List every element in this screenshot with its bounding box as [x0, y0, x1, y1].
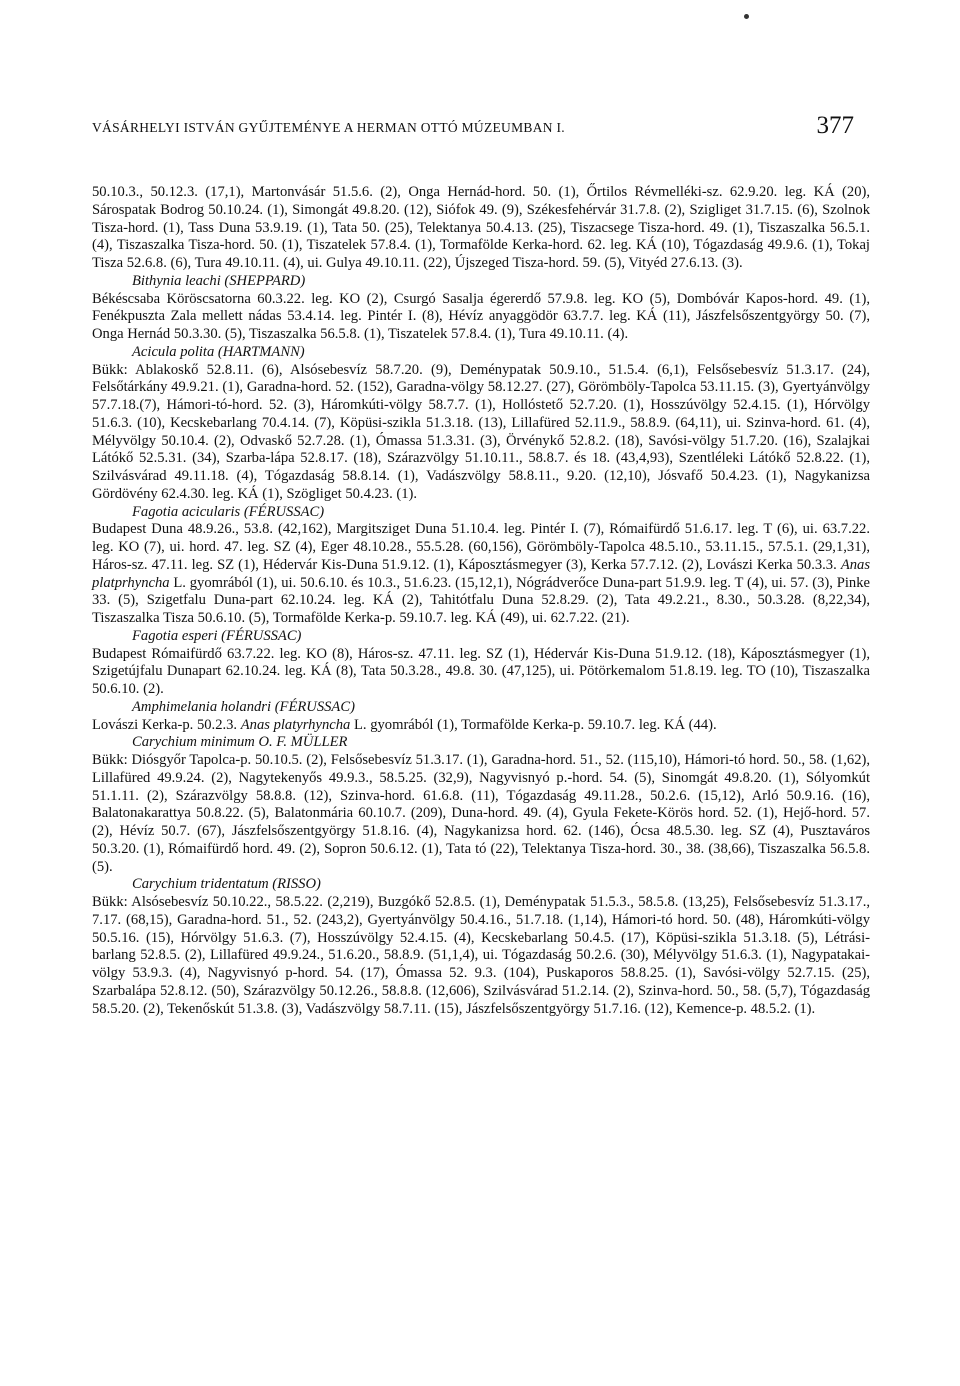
locality-text-tail: L. gyomrából (1), ui. 50.6.10. és 10.3., 51.6.23. (15,12,1), Nógrádverőce Duna-part 51.9.9. leg. T (4), ui. 57. (3), Pinke 33. (5), Szigetfalu Duna-part 62.10.24. leg. KÁ (2), Tahitótfalu Duna 52.8.29. (2), Tata 49.2.21., 8.30., 50.3.28. (8,22,34), Tiszaszalka Tisza 50.6.10. (5), Tormaföldе Kerka-p. 59.10.7. leg. KÁ (49), ui. 62.7.22. (21). — [92, 574, 870, 626]
host-species-name: Anas platyrhyncha — [240, 716, 351, 733]
species-heading: Carychium tridentatum (RISSO) — [132, 876, 321, 893]
page-number: 377 — [816, 112, 854, 139]
species-heading: Amphimelania holandri (FÉRUSSAC) — [132, 698, 355, 715]
locality-paragraph: Bükk: Diósgyőr Tapolca-p. 50.10.5. (2), Felsősebesvíz 51.3.17. (1), Garadna-hord. 51., 52. (115,10), Hámori-tó hord. 50., 58. (1,62), Lillafüred 49.9.24. (2), Nagytekenyős 49.9.3., 58.5.25. (32,9), Nagyvisnyó p.-hord. 54. (5), Sinomgát 49.8.20. (1), Sólyomkút 51.1.11. (2), Szárazvölgy 58.8.8. (12), Szinva-hord. 61.6.8. (11), Tógazdaság 49.11.28., 50.2.6. (15,12), Arló 50.9.16. (16), Balatonakarattya 50.8.22. (5), Balatonmária 60.10.7. (209), Duna-hord. 49. (4), Gyula Fekete-Körös hord. 52. (1), Hejő-hord. 57. (2), Hévíz 50.7. (67), Jászfelsőszentgyörgy 51.8.16. (4), Nagykanizsa hord. 62. (146), Ócsa 48.5.30. leg. SZ (4), Pusztaváros 50.3.20. (1), Rómaifürdő hord. 49. (2), Sopron 50.6.12. (1), Tata tó (22), Telektanya Tisza-hord. 30., 38. (38,66), Tiszaszalka 56.5.8. (5). — [92, 752, 870, 875]
running-title: VÁSÁRHELYI ISTVÁN GYŰJTEMÉNYE A HERMAN OTTÓ MÚZEUMBAN I. — [92, 120, 565, 135]
locality-text: Budapest Duna 48.9.26., 53.8. (42,162), Margitsziget Duna 51.10.4. leg. Pintér I. (7), Rómaifürdő 51.6.17. leg. T (6), ui. 63.7.22. leg. KO (7), ui. hord. 47. leg. SZ (4), Eger 48.10.28., 55.5.28. (60,156), Görömböly-Tapolca 48.5.10., 53.11.15., 57.5.1. (29,1,31), Háros-sz. 47.11. leg. SZ (1), Hédervár Kis-Duna 51.9.12. (1), Káposztásmegyer (3), Kerka 57.7.12. (2), Lovászi Kerka 50.3.3. — [92, 521, 870, 573]
page-header — [90, 112, 854, 146]
scan-speck — [744, 14, 749, 19]
host-species-name: Anas platprhyncha — [92, 556, 870, 591]
species-heading: Carychium minimum O. F. MÜLLER — [132, 734, 348, 751]
locality-paragraph: Budapest Rómaifürdő 63.7.22. leg. KO (8), Háros-sz. 47.11. leg. SZ (1), Hédervár Kis-Duna 51.9.12. (18), Káposztásmegyer (1), Szigetújfalu Dunapart 62.10.24. leg. KÁ (8), Tata 50.3.28., 49.8. 30. (47,125), ui. Pötörkemalom 51.8.19. leg. TO (10), Tiszaszalka 50.6.10. (2). — [92, 645, 870, 697]
species-heading: Fagotia esperi (FÉRUSSAC) — [132, 627, 302, 644]
locality-text-tail: L. gyomrából (1), Tormaföldе Kerka-p. 59.10.7. leg. KÁ (44). — [353, 716, 717, 733]
locality-paragraph — [92, 717, 870, 735]
locality-paragraph: Bükk: Ablakoskő 52.8.11. (6), Alsósebesvíz 58.7.20. (9), Deménypatak 50.9.10., 51.5.4. (6,1), Felsősebesvíz 51.3.17. (24), Felsőtárkány 49.9.21. (1), Garadna-hord. 52. (152), Garadna-völgy 58.12.27. (27), Görömböly-Tapolca 53.11.15. (3), Gyertyánvölgy 57.7.18.(7), Hámori-tó-hord. 52. (3), Háromkúti-völgy 58.7.7. (1), Hollóstető 52.7.20. (1), Hosszúvölgy 52.4.15. (1), Hórvölgy 51.6.3. (10), Kecskebarlang 70.4.14. (7), Köpüsi-szikla 51.3.18. (13), Lillafüred 52.11.9., 58.8.9. (64,11), ui. Szinva-hord. 61. (4), Mélyvölgy 50.10.4. (2), Odvaskő 52.7.28. (1), Ómassa 51.3.31. (3), Örvénykő 52.8.2. (18), Savósi-völgy 51.7.20. (16), Szalajkai Látókő 52.5.31. (34), Szarba-lápa 52.8.17. (18), Szárazvölgy 51.10.11., 58.8.7. és 18. (43,4,93), Szentléleki Látókő 52.8.22. (1), Szilvásvárad 49.11.18. (4), Tógazdaság 58.8.14. (1), Vadászvölgy 58.8.11., 9.20. (12,10), Jósvafő 50.4.23. (1), Nagykanizsa Gördövény 62.4.30. leg. KÁ (1), Szögliget 50.4.23. (1). — [92, 361, 870, 502]
locality-paragraph — [92, 521, 870, 628]
species-heading: Acicula polita (HARTMANN) — [132, 343, 305, 360]
body-text — [92, 184, 870, 1018]
locality-paragraph: Békéscsaba Köröscsatorna 60.3.22. leg. KO (2), Csurgó Sasalja égererdő 57.9.8. leg. KO (5), Dombóvár Kapos-hord. 49. (1), Fenékpuszta Zala mellett nádas 53.4.14. leg. Pintér I. (8), Hévíz anyaggödör 63.7.7. leg. KÁ (11), Jászfelsőszentgyörgy 50. (7), Onga Hernád 50.3.30. (5), Tiszaszalka 56.5.8. (1), Tiszatelek 57.8.4. (1), Tura 49.10.11. (4). — [92, 290, 870, 342]
locality-text: Lovászi Kerka-p. 50.2.3. — [92, 716, 238, 733]
species-heading: Fagotia acicularis (FÉRUSSAC) — [132, 503, 325, 520]
intro-paragraph: 50.10.3., 50.12.3. (17,1), Martonvásár 51.5.6. (2), Onga Hernád-hord. 50. (1), Őrtilos Révmelléki-sz. 62.9.20. leg. KÁ (20), Sárospatak Bodrog 50.10.24. (1), Simongát 49.8.20. (12), Siófok 49. (9), Székesfehérvár 31.7.8. (2), Szigliget 31.7.15. (6), Szolnok Tisza-hord. (1), Tass Duna 53.9.19. (1), Tata 50. (25), Telektanya 50.4.13. (25), Tiszacsege Tisza-hord. 49. (1), Tiszaszalka 56.5.1. (4), Tiszaszalka Tisza-hord. 50. (1), Tiszatelek 57.8.4. (1), Tormaföldе Kerka-hord. 62. leg. KÁ (10), Tógazdaság 49.9.6. (1), Tokaj Tisza 52.6.8. (6), Tura 49.10.11. (4), ui. Gulya 49.10.11. (22), Újszeged Tisza-hord. 59. (5), Vityéd 27.6.13. (3). — [92, 184, 870, 271]
locality-paragraph: Bükk: Alsósebesvíz 50.10.22., 58.5.22. (2,219), Buzgókő 52.8.5. (1), Deménypatak 51.5.3., 58.5.8. (13,25), Felsősebesvíz 51.3.17., 7.17. (68,15), Garadna-hord. 51., 52. (243,2), Gyertyánvölgy 50.4.16., 51.7.18. (1,14), Hámori-tó hord. 50. (48), Háromkúti-völgy 50.5.16. (15), Hórvölgy 51.6.3. (7), Hosszúvölgy 52.4.15. (4), Kecskebarlang 50.4.5. (17), Köpüsi-szikla 51.3.18. (5), Létrási-barlang 52.8.5. (2), Lillafüred 49.9.24., 51.6.20., 58.8.9. (51,1,4), ui. Tógazdaság 50.2.6. (30), Mélyvölgy 51.6.3. (1), Nagypatakai-völgy 53.9.3. (4), Nagyvisnyó p-hord. 54. (17), Ómassa 52. 9.3. (104), Puskaporos 58.8.25. (1), Savósi-völgy 52.7.15. (25), Szarbalápa 52.8.12. (50), Szárazvölgy 50.12.26., 58.8.8. (12,606), Szilvásvárad 51.2.14. (2), Szinva-hord. 50., 58. (5,7), Tógazdaság 58.5.20. (2), Tekenőskút 51.3.8. (3), Vadászvölgy 58.7.11. (15), Jászfelsőszentgyörgy 51.7.16. (12), Kemence-p. 48.5.2. (1). — [92, 894, 870, 1017]
species-heading: Bithynia leachi (SHEPPARD) — [132, 272, 306, 289]
